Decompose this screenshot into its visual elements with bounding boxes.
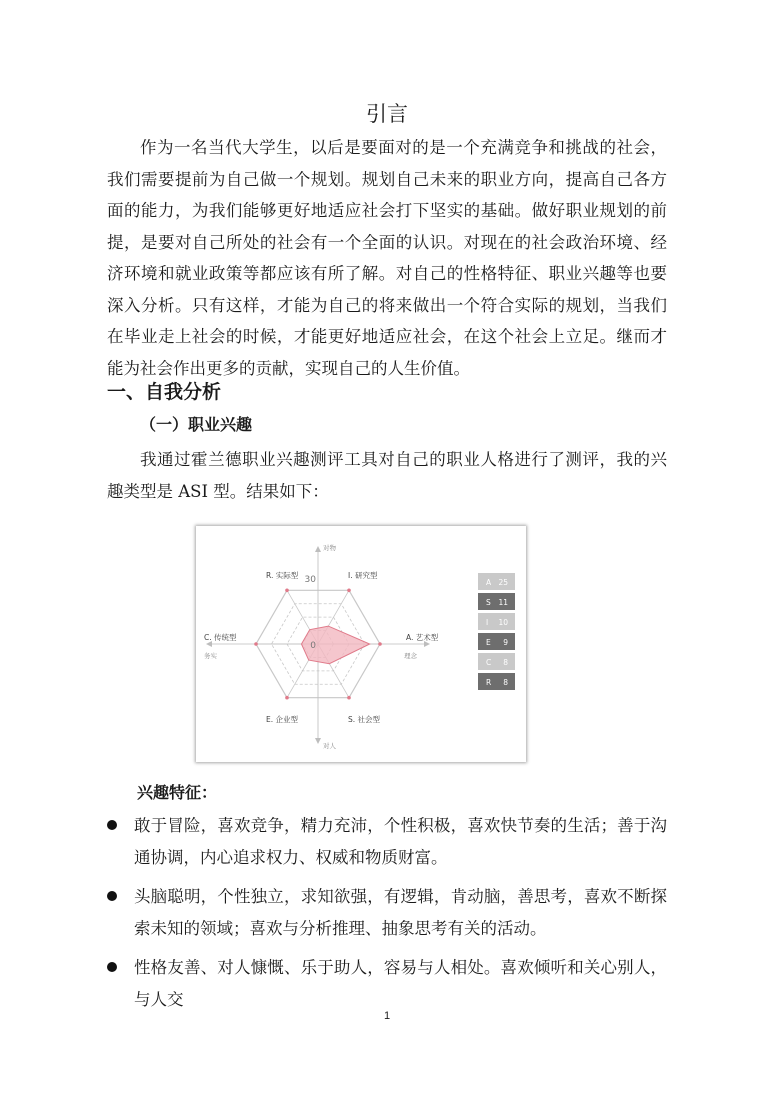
- legend-key: C: [486, 658, 492, 667]
- axis-label: I. 研究型: [348, 571, 378, 580]
- vertex-dot: [378, 642, 382, 646]
- legend-value: 9: [503, 638, 508, 647]
- arrow-down-icon: [315, 738, 321, 744]
- test-paragraph: 我通过霍兰德职业兴趣测评工具对自己的职业人格进行了测评，我的兴趣类型是 ASI 型。结果如下：: [107, 450, 667, 501]
- legend-value: 25: [498, 578, 508, 587]
- direction-label-left: 务实: [204, 652, 217, 660]
- axis-label: R. 实际型: [266, 571, 299, 580]
- intro-paragraph: 作为一名当代大学生，以后是要面对的是一个充满竞争和挑战的社会，我们需要提前为自己做一个规划。规划自己未来的职业方向，提高自己各方面的能力，为我们能够更好地适应社会打下坚实的基础。做好职业规划的前提，是要对自己所处的社会有一个全面的认识。对现在的社会政治环境、经济环境和就业政策等都应该有所了解。对自己的性格特征、职业兴趣等也要深入分析。只有这样，才能为自己的将来做出一个符合实际的规划，当我们在毕业走上社会的时候，才能更好地适应社会，在这个社会上立足。继而才能为社会作出更多的贡献，实现自己的人生价值。: [107, 138, 667, 378]
- direction-label-top: 对物: [323, 544, 336, 552]
- legend-box: [478, 633, 515, 650]
- axis-label: E. 企业型: [266, 715, 299, 724]
- scale-label-max: 30: [304, 575, 316, 585]
- list-item: [107, 952, 667, 1015]
- section-heading: 一、自我分析: [107, 381, 222, 403]
- vertex-dot: [254, 642, 258, 646]
- legend-box: [478, 593, 515, 610]
- vertex-dot: [285, 696, 289, 700]
- axis-label: C. 传统型: [204, 633, 237, 642]
- list-item: [107, 810, 667, 873]
- direction-label-right: 理念: [404, 652, 417, 660]
- legend-value: 11: [498, 598, 508, 607]
- vertex-dot: [347, 589, 351, 593]
- legend-key: E: [486, 638, 491, 647]
- scale-label-min: 0: [310, 641, 316, 651]
- axis-label: S. 社会型: [348, 715, 381, 724]
- legend-box: [478, 613, 515, 630]
- holland-chart: [196, 526, 526, 762]
- page-title: 引言: [366, 102, 408, 126]
- features-title: 兴趣特征：: [137, 783, 218, 802]
- direction-label-bottom: 对人: [323, 742, 336, 750]
- bullet-icon: [107, 962, 117, 972]
- legend-value: 8: [503, 678, 508, 687]
- legend-key: S: [486, 598, 491, 607]
- list-item: [107, 881, 667, 944]
- bullet-icon: [107, 820, 117, 830]
- subsection-heading: （一）职业兴趣: [140, 415, 253, 434]
- legend-value: 8: [503, 658, 508, 667]
- axis-label: A. 艺术型: [406, 633, 439, 642]
- list-item-text: 性格友善、对人慷慨、乐于助人，容易与人相处。喜欢倾听和关心别人，与人交: [134, 958, 667, 1009]
- legend-key: I: [486, 618, 489, 627]
- page-number: 1: [383, 1010, 391, 1022]
- legend-value: 10: [498, 618, 508, 627]
- legend-key: A: [486, 578, 492, 587]
- legend-box: [478, 573, 515, 590]
- legend-box: [478, 673, 515, 690]
- arrow-up-icon: [315, 546, 321, 552]
- legend-key: R: [486, 678, 492, 687]
- legend-box: [478, 653, 515, 670]
- list-item-text: 头脑聪明，个性独立，求知欲强，有逻辑，肯动脑，善思考，喜欢不断探索未知的领域；喜欢与分析推理、抽象思考有关的活动。: [134, 887, 667, 938]
- bullet-icon: [107, 891, 117, 901]
- vertex-dot: [285, 589, 289, 593]
- list-item-text: 敢于冒险，喜欢竞争，精力充沛，个性积极，喜欢快节奏的生活；善于沟通协调，内心追求权力、权威和物质财富。: [134, 816, 667, 867]
- features-list: [107, 810, 667, 1023]
- vertex-dot: [347, 696, 351, 700]
- radar-chart: [196, 526, 526, 762]
